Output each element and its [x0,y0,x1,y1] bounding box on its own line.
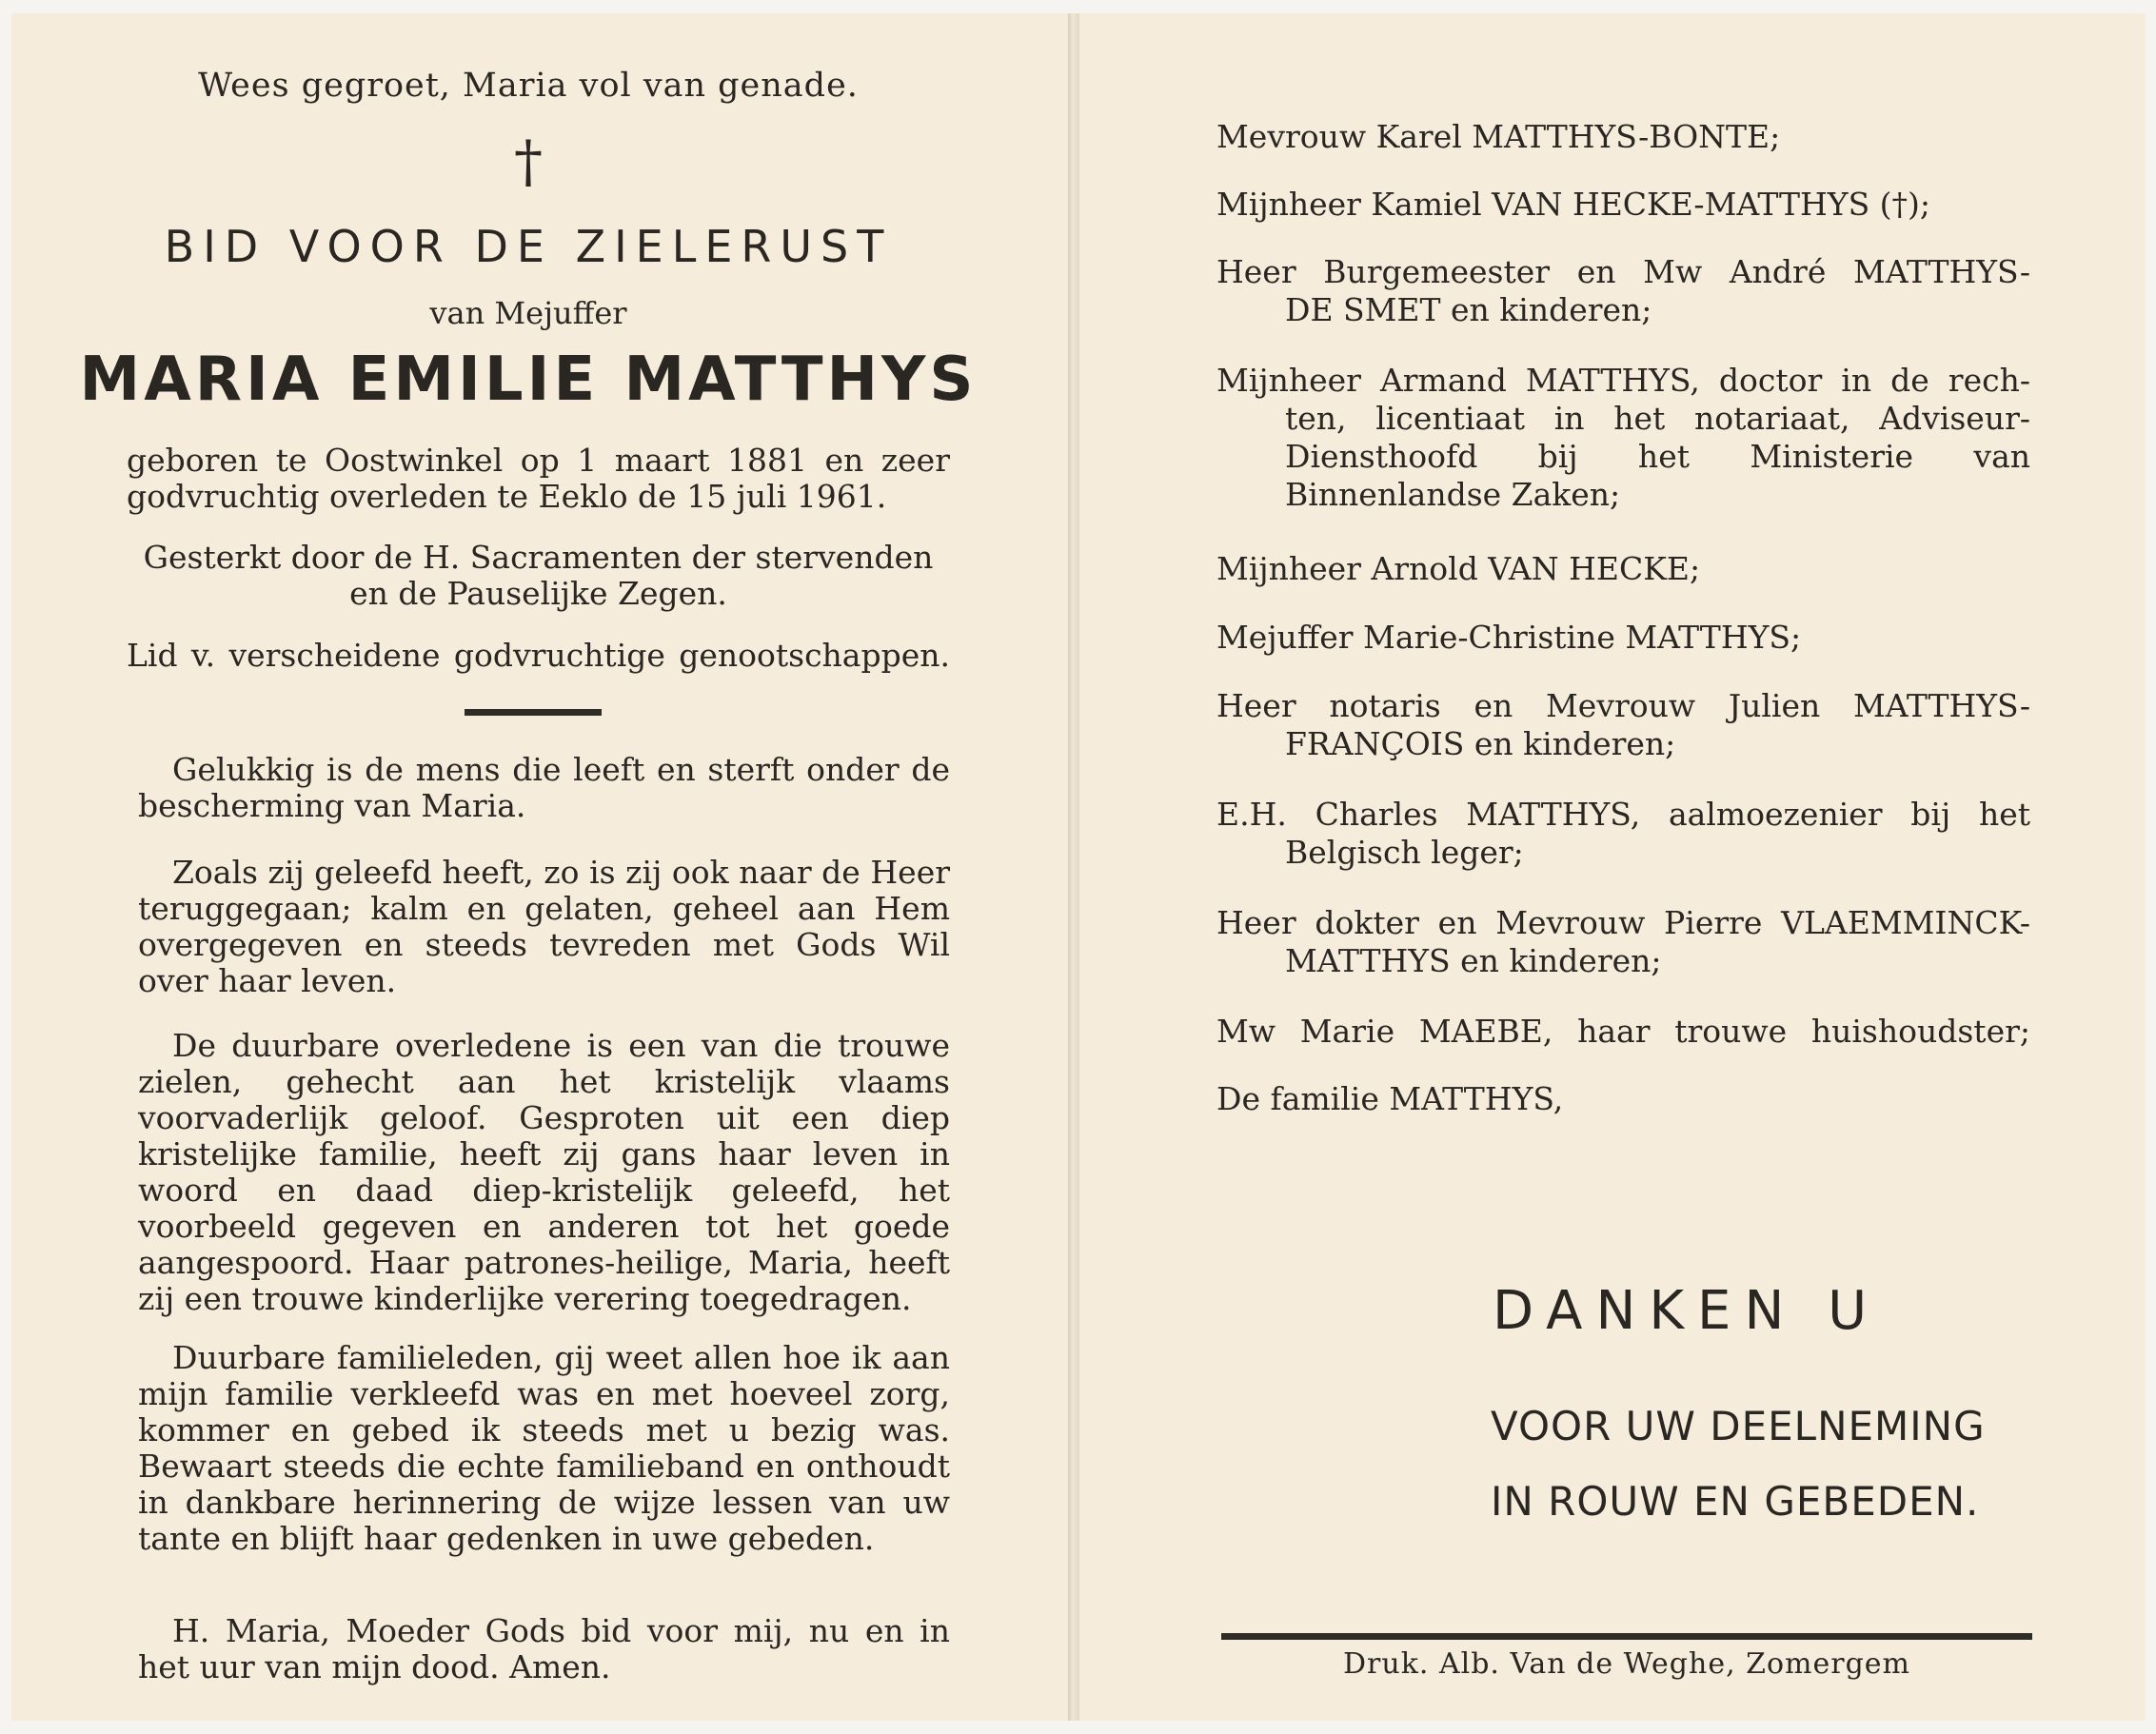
mourner-entry [1216,1013,2030,1051]
mourner-line: MATTHYS en kinderen; [1285,942,1662,979]
mourner-entry [1216,186,2030,224]
paragraph: Gelukkig is de mens die leeft en sterft onder de bescherming van Maria. [138,751,950,824]
mourner-line: De familie MATTHYS, [1216,1080,1564,1117]
prayer-heading: BID VOOR DE ZIELERUST [164,221,893,272]
mourner-line: FRANÇOIS en kinderen; [1285,725,1676,762]
mourner-line: Heer Burgemeester en Mw André MATTHYS- [1216,253,2030,290]
mourner-line: DE SMET en kinderen; [1285,291,1652,328]
mourner-line: Mejuffer Marie-Christine MATTHYS; [1216,619,1802,656]
thanks-heading: DANKEN U [1493,1280,1881,1342]
paragraph: H. Maria, Moeder Gods bid voor mij, nu en in het uur van mijn dood. Amen. [138,1612,950,1685]
paragraph: Zoals zij geleefd heeft, zo is zij ook naar de Heer teruggegaan; kalm en gelaten, geheel aan Hem overgegeven en steeds tevreden met Gods Wil over haar leven. [138,854,950,999]
mourner-entry [1216,796,2030,872]
mourner-line: Mijnheer Armand MATTHYS, doctor in de rech- [1216,362,2030,399]
mourner-entry [1216,687,2030,763]
thanks-line: IN ROUW EN GEBEDEN. [1491,1478,1980,1525]
mourner-entry [1216,619,2030,657]
card-fold [1068,13,1079,1721]
cross-icon: † [514,128,543,195]
mourner-entry [1216,1080,2030,1118]
mourner-line: Mw Marie MAEBE, haar trouwe huishoudster; [1216,1013,2030,1050]
mourner-entry [1216,904,2030,980]
birth-death-text: geboren te Oostwinkel op 1 maart 1881 en zeer godvruchtig overleden te Eeklo de 15 juli 1961. [127,442,950,515]
title-sub: van Mejuffer [429,295,627,331]
mourner-entry [1216,362,2030,514]
mourner-line: Belgisch leger; [1285,834,1524,871]
paragraph: De duurbare overledene is een van die trouwe zielen, gehecht aan het kristelijk vlaams voorvaderlijk geloof. Gesproten uit een diep kristelijke familie, heeft zij gans haar leven in woord en daad diep-kristelijk geleefd, het voorbeeld gegeven en anderen tot het goede aangespoord. Haar patrones-heilige, Maria, heeft zij een trouwe kinderlijke verering toegedragen. [138,1027,950,1317]
mourner-entry [1216,118,2030,156]
mourner-line: Heer dokter en Mevrouw Pierre VLAEMMINCK- [1216,904,2030,941]
mourner-line: Mijnheer Kamiel VAN HECKE-MATTHYS (†); [1216,186,1931,223]
divider [1221,1633,2032,1640]
mourner-line: Mevrouw Karel MATTHYS-BONTE; [1216,118,1781,155]
thanks-line: VOOR UW DEELNEMING [1491,1403,1986,1449]
sacraments-text: Gesterkt door de H. Sacramenten der stervenden en de Pauselijke Zegen. [143,539,934,612]
greeting: Wees gegroet, Maria vol van genade. [198,67,859,105]
mourner-line: E.H. Charles MATTHYS, aalmoezenier bij het [1216,796,2030,833]
mourner-entry [1216,253,2030,329]
paragraph: Duurbare familieleden, gij weet allen hoe ik aan mijn familie verkleefd was en met hoeveel zorg, kommer en gebed ik steeds met u bezig was. Bewaart steeds die echte familieband en onthoudt in dankbare herinnering de wijze lessen van uw tante en blijft haar gedenken in uwe gebeden. [138,1339,950,1557]
divider [465,709,602,716]
printer-credit: Druk. Alb. Van de Weghe, Zomergem [1343,1647,1910,1681]
mourner-line: Heer notaris en Mevrouw Julien MATTHYS- [1216,687,2030,724]
mourner-line: Mijnheer Arnold VAN HECKE; [1216,550,1701,587]
mourner-line: ten, licentiaat in het notariaat, Adviseur-Diensthoofd bij het Ministerie van Binnenlandse Zaken; [1285,400,2030,513]
membership-text: Lid v. verscheidene godvruchtige genootschappen. [127,637,950,674]
deceased-name: MARIA EMILIE MATTHYS [79,345,978,415]
mourner-entry [1216,550,2030,588]
